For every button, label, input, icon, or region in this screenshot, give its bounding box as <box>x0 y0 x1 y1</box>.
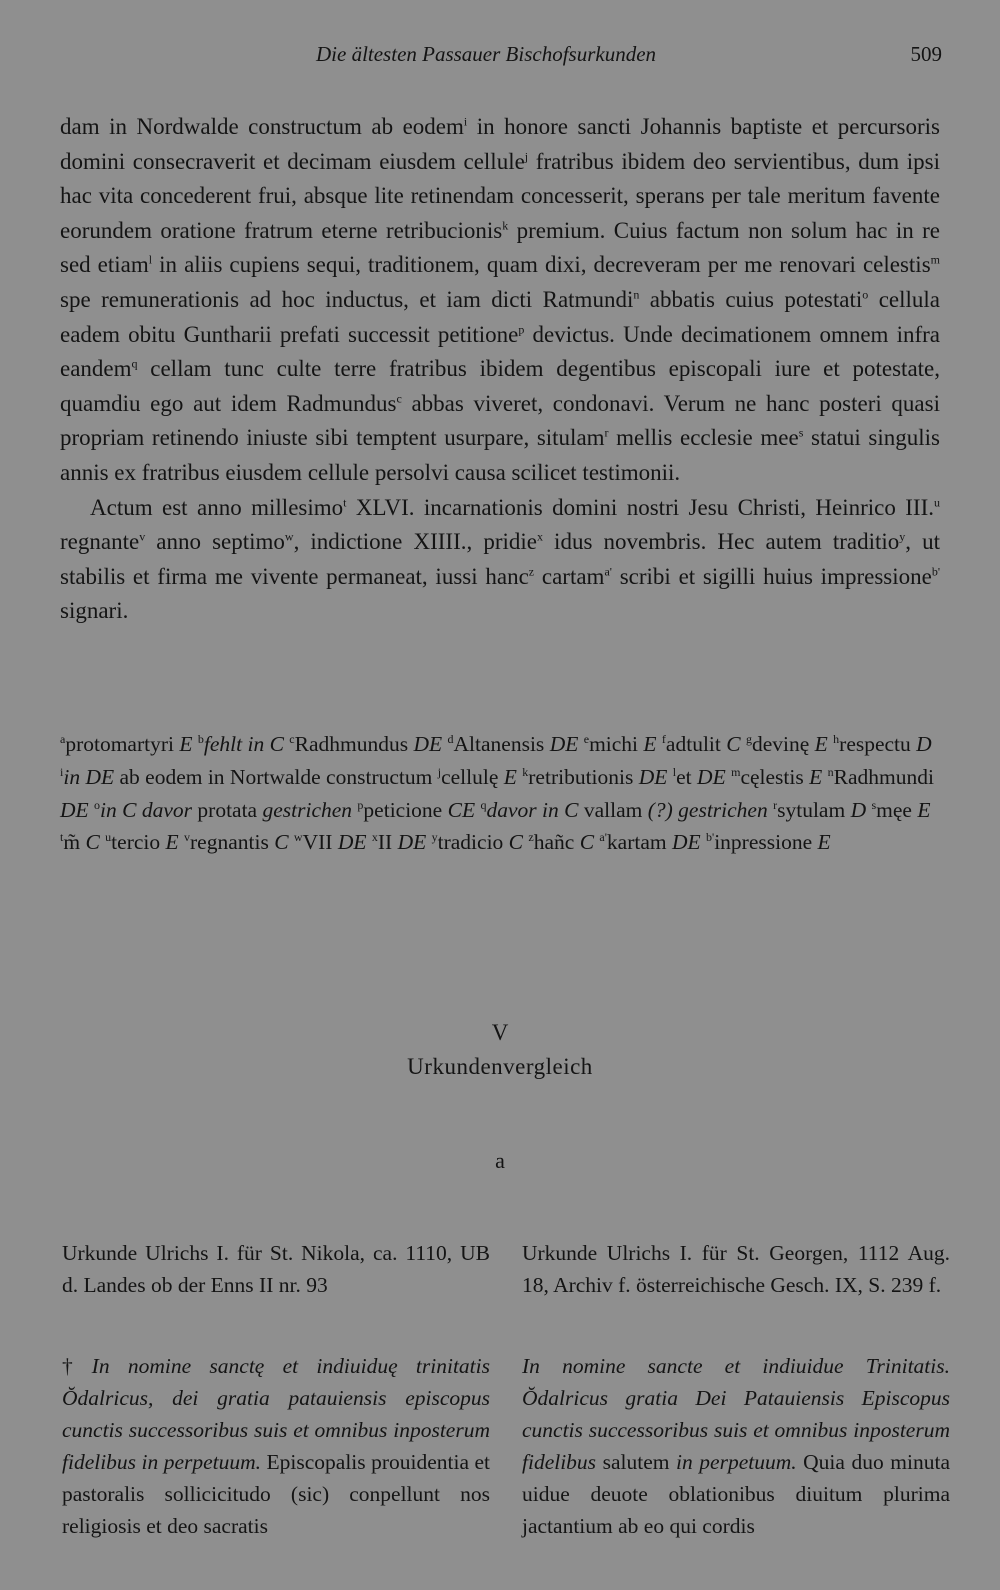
charter-paragraph-1: dam in Nordwalde constructum ab eodem$^i$ in honore sancti Johannis baptiste et percursoris domini consecraverit et decimam eiusdem cellule$^j$ fratribus ibidem deo servientibus, dum ipsi hac vita concederent frui, absque lite retinendam concesserit, sperans per tale meritum favente eorundem oratione fratrum eterne retribucionis$^k$ premium. Cuius factum non solum hac in re sed etiam$^l$ in aliis cupiens sequi, traditionem, quam dixi, decreveram per me renovari celestis$^m$ spe remunerationis ad hoc inductus, et iam dicti Ratmundi$^n$ abbatis cuius potestati$^o$ cellula eadem obitu Guntharii prefati successit petitione$^p$ devictus. Unde decimationem omnem infra eandem$^q$ cellam tunc culte terre fratribus ibidem degentibus episcopali iure et potestate, quamdiu ego aut idem Radmundus$^c$ abbas viveret, condonavi. Verum ne hanc posteri quasi propriam retinendo iniuste sibi temptent usurpare, situlam$^r$ mellis ecclesie mee$^s$ statui singulis annis ex fratribus eiusdem cellule persolvi causa scilicet testimonii. <box>60 114 941 485</box>
subsection-letter: a <box>495 1148 505 1173</box>
right-column-text: In nomine sancte et indiuidue Trinitatis. Ŏdalricus gratia Dei Patauiensis Episcopus cunctis successoribus suis et omnibus inposterum fidelibus salutem in perpetuum. Quia duo minuta uidue deuote oblationibus diuitum plurima jactantium ab eo qui cordis <box>522 1354 950 1538</box>
footnote-mark: v <box>139 529 146 544</box>
footnote-mark: p <box>518 321 525 336</box>
footnote-mark: j <box>524 148 529 163</box>
left-column-text: † In nomine sanctę et indiuiduę trinitatis Ŏdalricus, dei gratia patauiensis episcopus cunctis successoribus suis et omnibus inposterum fidelibus in perpetuum. Episcopalis prouidentia et pastoralis sollicicitudo (sic) conpellunt nos religiosis et deo sacratis <box>62 1354 490 1538</box>
critical-apparatus: $^a$protomartyri E $^b$fehlt in C $^c$Radhmundus DE $^d$Altanensis DE $^e$michi E $^f$adtulit C $^g$devinę E $^h$respectu D $^i$in DE ab eodem in Nortwalde constructum $^j$cellulę E $^k$retributionis DE $^l$et DE $^m$cęlestis E $^n$Radhmundi DE $^o$in C davor protata gestrichen $^p$peticione CE $^q$davor in C vallam (?) gestrichen $^r$sytulam D $^s$męe E $^t$m̃ C $^u$tercio E $^v$regnantis C $^w$VII DE $^x$II DE $^y$tradicio C $^z$hañc C $^{a'}$kartam DE $^{b'}$inpressione E <box>60 731 934 855</box>
footnote-mark: r <box>604 425 609 440</box>
right-column-heading: Urkunde Ulrichs I. für St. Georgen, 1112 Aug. 18, Archiv f. österreichische Gesch. IX, S. 239 f. <box>522 1241 950 1297</box>
running-title: Die ältesten Passauer Bischofsurkunden <box>316 42 657 66</box>
footnote-mark: t <box>343 494 347 509</box>
footnote-mark: y <box>899 529 906 544</box>
footnote-mark: k <box>502 218 509 233</box>
charter-text <box>60 110 940 629</box>
section-numeral: V <box>491 1020 509 1045</box>
charter-paragraph-2: Actum est anno millesimo$^t$ XLVI. incarnationis domini nostri Jesu Christi, Heinrico III.$^u$ regnante$^v$ anno septimo$^w$, indictione XIIII., pridie$^x$ idus novembris. Hec autem traditio$^y$, ut stabilis et firma me vivente permaneat, iussi hanc$^z$ cartam$^{a'}$ scribi et sigilli huius impressione$^{b'}$ signari. <box>60 494 940 624</box>
footnote-mark: l <box>148 252 153 267</box>
footnote-mark: i <box>463 114 468 129</box>
footnote-mark: q <box>131 356 138 371</box>
footnote-mark: o <box>862 287 869 302</box>
footnote-mark: n <box>633 287 640 302</box>
cross-icon: † <box>62 1354 86 1378</box>
footnote-mark: s <box>798 425 804 440</box>
page-number: 509 <box>910 42 942 66</box>
left-column-heading: Urkunde Ulrichs I. für St. Nikola, ca. 1110, UB d. Landes ob der Enns II nr. 93 <box>62 1241 490 1297</box>
footnote-mark: x <box>536 529 543 544</box>
section-heading: Urkundenvergleich <box>407 1054 593 1079</box>
footnote-mark: m <box>930 252 940 267</box>
footnote-mark: u <box>934 494 940 509</box>
footnote-mark: a' <box>604 564 612 579</box>
footnote-mark: b' <box>931 564 940 579</box>
footnote-mark: z <box>528 564 535 579</box>
running-head <box>0 40 1000 76</box>
footnote-mark: c <box>396 391 402 406</box>
footnote-mark: w <box>284 529 294 544</box>
